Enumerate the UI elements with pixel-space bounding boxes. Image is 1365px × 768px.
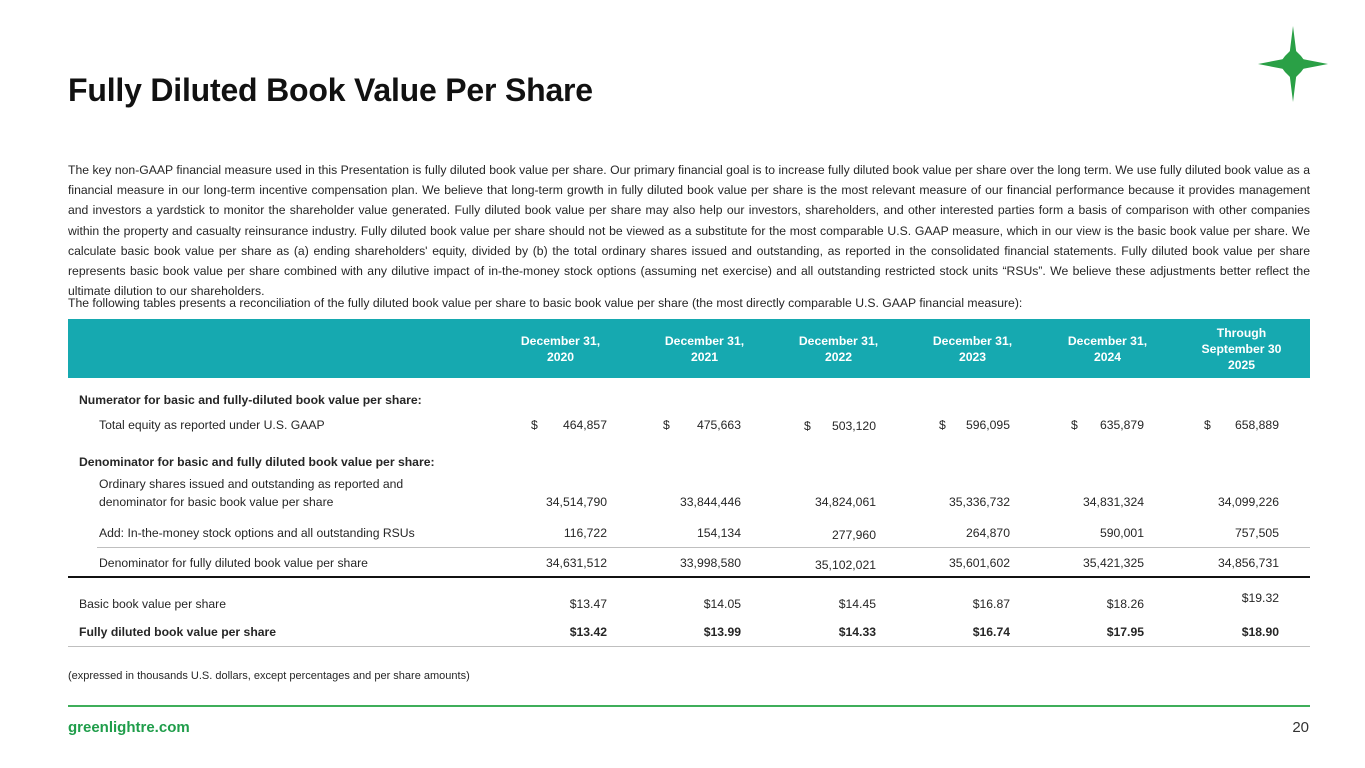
column-header-2020: December 31, 2020	[520, 333, 601, 364]
numerator-heading: Numerator for basic and fully-diluted book value per share:	[79, 393, 422, 407]
intro-paragraph: The key non-GAAP financial measure used in this Presentation is fully diluted book value per share. Our primary financial goal is to increase fully diluted book value per share over the long term. We use fully diluted book value as a financial measure in our long-term incentive compensation plan. We believe that long-term growth in fully diluted book value per share is the most relevant measure of our financial performance because it provides management and investors a yardstick to monitor the shareholder value generated. Fully diluted book value per share may also help our investors, shareholders, and other interested parties form a basis of comparison with other companies within the property and casualty reinsurance industry. Fully diluted book value per share should not be viewed as a substitute for the most comparable U.S. GAAP measure, which in our view is the basic book value per share. We calculate basic book value per share as (a) ending shareholders' equity, divided by (b) the total ordinary shares issued and outstanding, as reported in the consolidated financial statements. Fully diluted book value per share represents basic book value per share combined with any dilutive impact of in-the-money stock options (assuming net exercise) and all outstanding restricted stock units “RSUs”. We believe these adjustments better reflect the ultimate dilution to our shareholders.	[68, 163, 1310, 299]
reconciliation-intro: The following tables presents a reconciliation of the fully diluted book value per share to basic book value per share (the most directly comparable U.S. GAAP financial measure):	[68, 296, 1023, 310]
diluted-denominator-2025: 34,856,731	[1218, 556, 1279, 570]
column-header-2023: December 31, 2023	[932, 333, 1013, 364]
basic-bvps-2022: $14.45	[838, 597, 876, 611]
options-rsus-2025: 757,505	[1234, 526, 1279, 540]
basic-bvps-2025: $19.32	[1241, 591, 1279, 605]
ordinary-shares-2024: 34,831,324	[1083, 495, 1144, 509]
options-rsus-2024: 590,001	[1099, 526, 1144, 540]
options-rsus-2021: 154,134	[696, 526, 741, 540]
basic-bvps-2020: $13.47	[569, 597, 607, 611]
diluted-denominator-2023: 35,601,602	[949, 556, 1010, 570]
diluted-denominator-2024: 35,421,325	[1083, 556, 1144, 570]
diluted-bvps-2023: $16.74	[972, 625, 1010, 639]
diluted-bvps-2021: $13.99	[703, 625, 741, 639]
column-header-2022: December 31, 2022	[798, 333, 879, 364]
ordinary-shares-2025: 34,099,226	[1218, 495, 1279, 509]
website-link[interactable]: greenlightre.com	[68, 719, 190, 736]
basic-bvps-2021: $14.05	[703, 597, 741, 611]
diluted-denominator-2020: 34,631,512	[546, 556, 607, 570]
column-header-2025: Through September 30 2025	[1201, 325, 1282, 372]
diluted-denominator-label: Denominator for fully diluted book value per share	[99, 556, 368, 570]
page-title: Fully Diluted Book Value Per Share	[68, 72, 593, 108]
diluted-bvps-2022: $14.33	[838, 625, 876, 639]
page-number: 20	[1292, 719, 1309, 736]
diluted-denominator-2021: 33,998,580	[680, 556, 741, 570]
diluted-denominator-2022: 35,102,021	[815, 558, 876, 572]
denominator-heading: Denominator for basic and fully diluted book value per share:	[79, 455, 435, 469]
diluted-bvps-2024: $17.95	[1106, 625, 1144, 639]
footer-divider	[68, 705, 1310, 707]
column-header-2021: December 31, 2021	[664, 333, 745, 364]
ordinary-shares-label-line1: Ordinary shares issued and outstanding as reported and	[99, 477, 404, 491]
options-rsus-2020: 116,722	[563, 526, 607, 540]
options-rsus-label: Add: In-the-money stock options and all outstanding RSUs	[99, 526, 415, 540]
total-equity-2022: $ 503,120	[804, 419, 876, 433]
options-rsus-2022: 277,960	[831, 528, 876, 542]
table-header	[68, 319, 1310, 378]
ordinary-shares-2020: 34,514,790	[546, 495, 607, 509]
total-equity-label: Total equity as reported under U.S. GAAP	[99, 418, 325, 432]
divider-thick	[68, 576, 1310, 578]
ordinary-shares-label-line2: denominator for basic book value per share	[99, 495, 334, 509]
total-equity-2023: $ 596,095	[939, 418, 1010, 432]
ordinary-shares-2021: 33,844,446	[680, 495, 741, 509]
diluted-bvps-label: Fully diluted book value per share	[79, 625, 277, 639]
ordinary-shares-2022: 34,824,061	[815, 495, 876, 509]
basic-bvps-2023: $16.87	[972, 597, 1010, 611]
divider	[97, 547, 1310, 548]
basic-bvps-2024: $18.26	[1106, 597, 1144, 611]
footnote: (expressed in thousands U.S. dollars, except percentages and per share amounts)	[68, 670, 470, 682]
total-equity-2024: $ 635,879	[1071, 418, 1144, 432]
basic-bvps-label: Basic book value per share	[79, 597, 227, 611]
ordinary-shares-2023: 35,336,732	[949, 495, 1010, 509]
divider	[68, 646, 1310, 647]
reconciliation-table	[68, 319, 1310, 639]
total-equity-2025: $ 658,889	[1204, 418, 1279, 432]
total-equity-2020: $ 464,857	[531, 418, 607, 432]
options-rsus-2023: 264,870	[965, 526, 1010, 540]
total-equity-2021: $ 475,663	[663, 418, 741, 432]
compass-star-icon	[1258, 26, 1328, 102]
column-header-2024: December 31, 2024	[1067, 333, 1148, 364]
diluted-bvps-2020: $13.42	[569, 625, 607, 639]
diluted-bvps-2025: $18.90	[1241, 625, 1279, 639]
